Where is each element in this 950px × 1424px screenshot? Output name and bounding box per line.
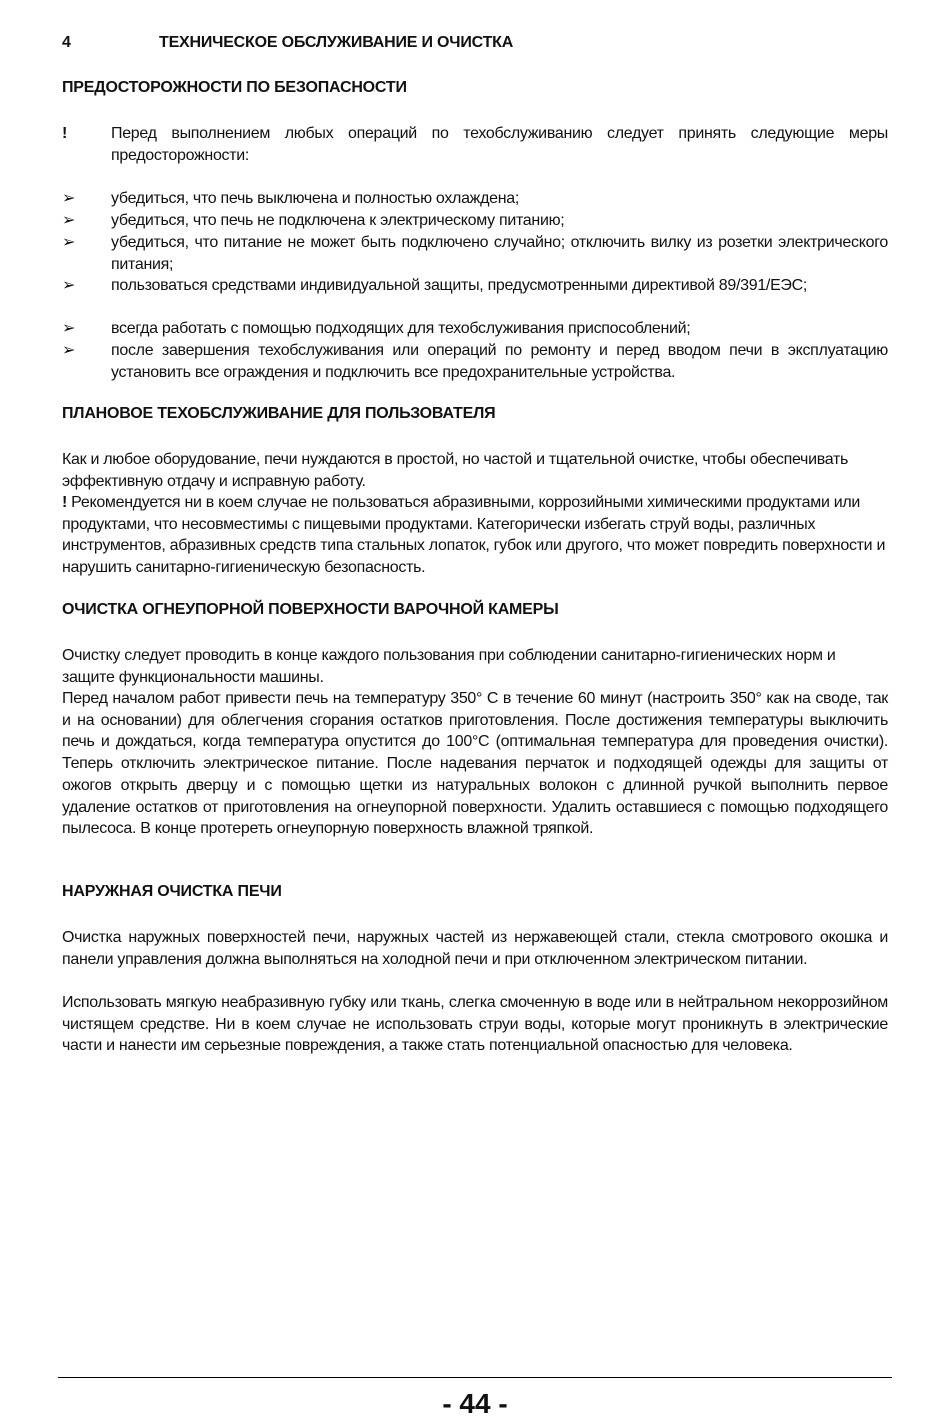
arrow-bullet-icon: ➢ <box>62 212 76 229</box>
list-item-text: убедиться, что печь не подключена к электрическому питанию; <box>111 212 565 229</box>
warning-icon: ! <box>62 494 68 511</box>
arrow-bullet-icon: ➢ <box>62 234 76 251</box>
refractory-paragraph: Очистку следует проводить в конце каждого пользования при соблюдении санитарно-гигиенических норм и защите функциональности машины. <box>62 647 836 686</box>
list-item-text: убедиться, что питание не может быть подключено случайно; отключить вилку из розетки электрического питания; <box>111 234 888 273</box>
list-item-text: пользоваться средствами индивидуальной защиты, предусмотренными директивой 89/391/ЕЭС; <box>111 277 808 294</box>
refractory-paragraph: Перед началом работ привести печь на температуру 350° С в течение 60 минут (настроить 350° как на своде, так и на основании) для облегчения сгорания остатков приготовления. После достижения температуры выключить печь и дождаться, когда температура опустится до 100°С (оптимальная температура для проведения очистки). Теперь отключить электрическое питание. После надевания перчаток и подходящей одежды для защиты от ожогов открыть дверцу и с помощью щетки из натуральных волокон с длинной ручкой выполнить первое удаление остатков от приготовления на огнеупорной поверхности. Удалить оставшиеся с помощью подходящего пылесоса. В конце протереть огнеупорную поверхность влажной тряпкой. <box>62 690 888 838</box>
footer-divider <box>58 1377 892 1378</box>
planned-paragraph: Как и любое оборудование, печи нуждаются в простой, но частой и тщательной очистке, чтобы обеспечивать эффективную отдачу и исправную работу. <box>62 451 849 490</box>
safety-warning-text: Перед выполнением любых операций по техобслуживанию следует принять следующие меры предосторожности: <box>111 125 888 164</box>
arrow-bullet-icon: ➢ <box>62 190 76 207</box>
warning-icon: ! <box>62 125 68 142</box>
planned-warning <box>62 492 888 579</box>
arrow-bullet-icon: ➢ <box>62 320 76 337</box>
external-heading: НАРУЖНАЯ ОЧИСТКА ПЕЧИ <box>62 883 282 900</box>
planned-warning-text: Рекомендуется ни в коем случае не пользоваться абразивными, коррозийными химическими продуктами или продуктами, что несовместимы с пищевыми продуктами. Категорически избегать струй воды, различных инструментов, абразивных средств типа стальных лопаток, губок или другого, что может повредить поверхности и нарушить санитарно-гигиеническую безопасность. <box>62 494 886 577</box>
list-item-text: после завершения техобслуживания или операций по ремонту и перед вводом печи в эксплуатацию установить все ограждения и подключить все предохранительные устройства. <box>111 342 888 381</box>
refractory-heading: ОЧИСТКА ОГНЕУПОРНОЙ ПОВЕРХНОСТИ ВАРОЧНОЙ КАМЕРЫ <box>62 601 559 618</box>
arrow-bullet-icon: ➢ <box>62 277 76 294</box>
chapter-title: ТЕХНИЧЕСКОЕ ОБСЛУЖИВАНИЕ И ОЧИСТКА <box>159 34 514 51</box>
list-item-text: всегда работать с помощью подходящих для техобслуживания приспособлений; <box>111 320 691 337</box>
page-number: - 44 - <box>442 1388 508 1419</box>
list-item-text: убедиться, что печь выключена и полностью охлаждена; <box>111 190 520 207</box>
safety-heading: ПРЕДОСТОРОЖНОСТИ ПО БЕЗОПАСНОСТИ <box>62 79 407 96</box>
planned-heading: ПЛАНОВОЕ ТЕХОБСЛУЖИВАНИЕ ДЛЯ ПОЛЬЗОВАТЕЛЯ <box>62 405 496 422</box>
chapter-number: 4 <box>62 34 71 51</box>
external-paragraph: Использовать мягкую неабразивную губку или ткань, слегка смоченную в воде или в нейтральном некоррозийном чистящем средстве. Ни в коем случае не использовать струи воды, которые могут проникнуть в электрические части и нанести им серьезные повреждения, а также стать потенциальной опасностью для человека. <box>62 994 888 1055</box>
external-paragraph: Очистка наружных поверхностей печи, наружных частей из нержавеющей стали, стекла смотрового окошка и панели управления должна выполняться на холодной печи и при отключенном электрическом питании. <box>62 929 888 968</box>
arrow-bullet-icon: ➢ <box>62 342 76 359</box>
